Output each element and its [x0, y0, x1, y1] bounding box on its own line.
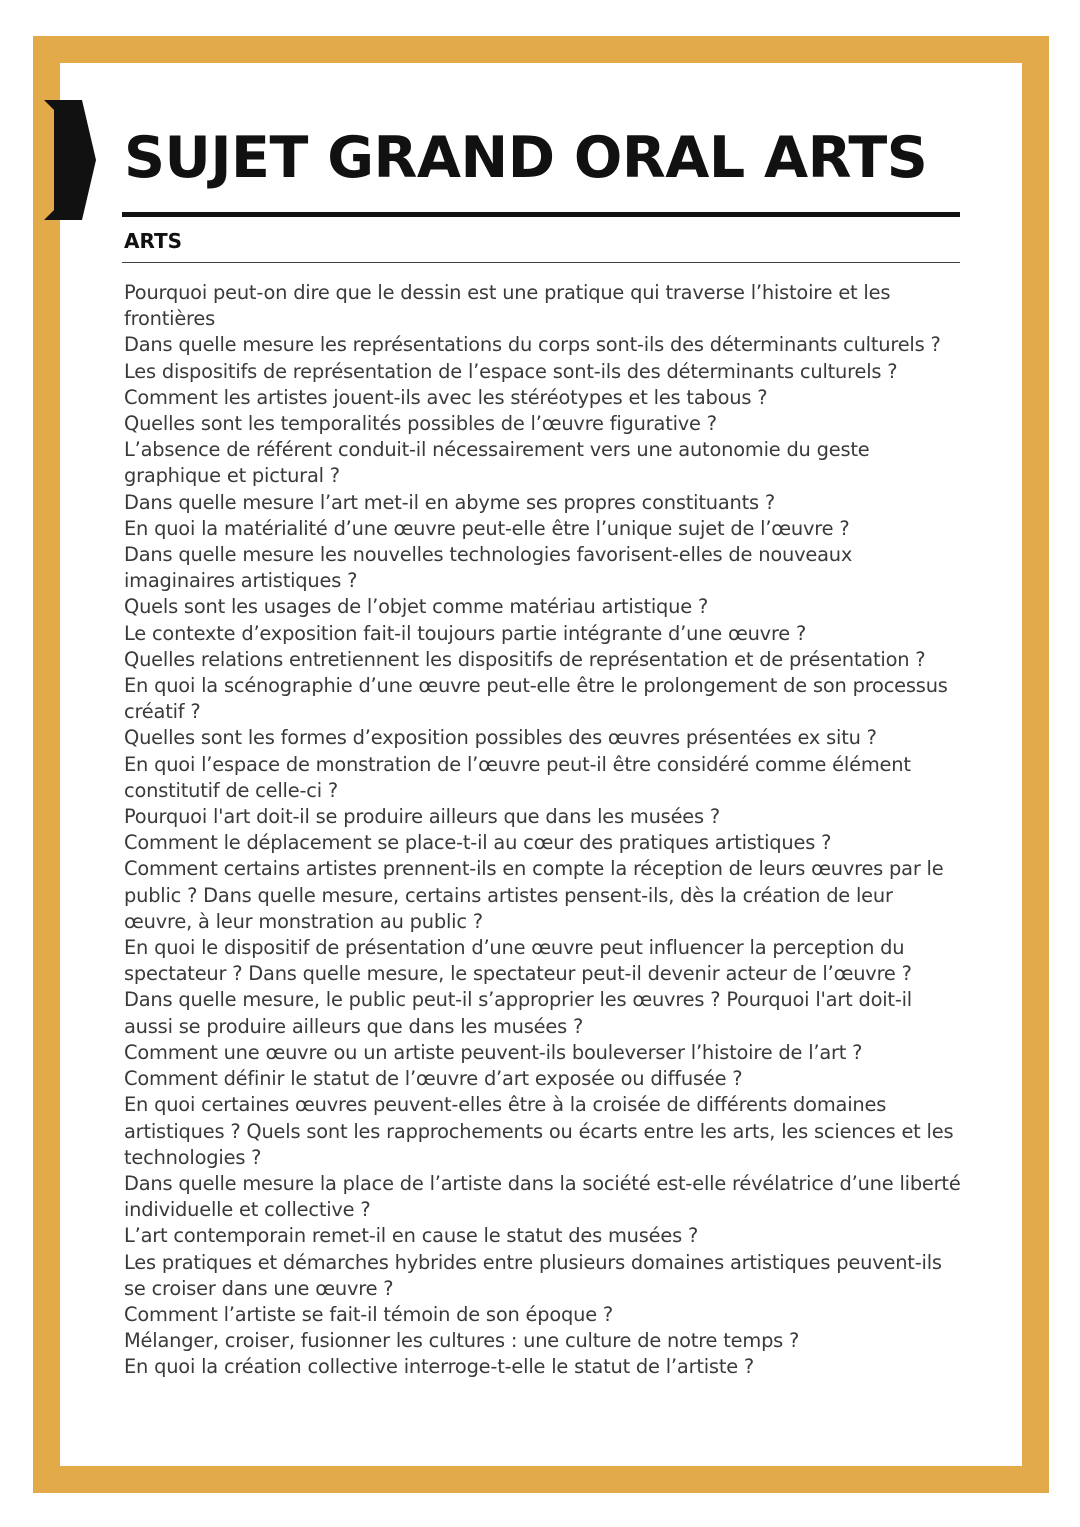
question-item: En quoi la scénographie d’une œuvre peut-elle être le prolongement de son processus créatif ? [124, 674, 948, 724]
section-divider [122, 262, 960, 263]
question-item: L’absence de référent conduit-il nécessairement vers une autonomie du geste graphique et pictural ? [124, 438, 870, 488]
question-item: Dans quelle mesure, le public peut-il s’approprier les œuvres ? Pourquoi l'art doit-il aussi se produire ailleurs que dans les musées ? [124, 988, 912, 1038]
question-item: Dans quelle mesure l’art met-il en abyme ses propres constituants ? [124, 490, 775, 514]
question-item: Quelles relations entretiennent les dispositifs de représentation et de présentation ? [124, 647, 926, 671]
question-item: Dans quelle mesure les représentations du corps sont-ils des déterminants culturels ? [124, 333, 941, 357]
question-item: Comment le déplacement se place-t-il au cœur des pratiques artistiques ? [124, 831, 832, 855]
question-item: Comment une œuvre ou un artiste peuvent-ils bouleverser l’histoire de l’art ? [124, 1040, 863, 1064]
question-item: Comment les artistes jouent-ils avec les stéréotypes et les tabous ? [124, 385, 768, 409]
question-item: Quels sont les usages de l’objet comme matériau artistique ? [124, 595, 709, 619]
question-item: Comment l’artiste se fait-il témoin de son époque ? [124, 1302, 614, 1326]
question-item: Mélanger, croiser, fusionner les cultures : une culture de notre temps ? [124, 1329, 800, 1353]
page-title: SUJET GRAND ORAL ARTS [124, 125, 928, 191]
question-item: Pourquoi l'art doit-il se produire ailleurs que dans les musées ? [124, 805, 720, 829]
section-heading: ARTS [124, 229, 183, 253]
question-list [124, 280, 964, 1381]
question-item: Pourquoi peut-on dire que le dessin est une pratique qui traverse l’histoire et les frontières [124, 281, 891, 331]
question-item: Comment définir le statut de l’œuvre d’art exposée ou diffusée ? [124, 1067, 743, 1091]
question-item: Les pratiques et démarches hybrides entre plusieurs domaines artistiques peuvent-ils se croiser dans une œuvre ? [124, 1250, 942, 1300]
question-item: En quoi la création collective interroge-t-elle le statut de l’artiste ? [124, 1355, 755, 1379]
question-item: Dans quelle mesure la place de l’artiste dans la société est-elle révélatrice d’une liberté individuelle et collective ? [124, 1171, 961, 1222]
question-item: En quoi la matérialité d’une œuvre peut-elle être l’unique sujet de l’œuvre ? [124, 516, 850, 540]
question-item: Les dispositifs de représentation de l’espace sont-ils des déterminants culturels ? [124, 359, 898, 383]
question-item: Dans quelle mesure les nouvelles technologies favorisent-elles de nouveaux imaginaires artistiques ? [124, 543, 853, 593]
black-tab-marker [44, 100, 96, 220]
question-item: Quelles sont les formes d’exposition possibles des œuvres présentées ex situ ? [124, 726, 877, 750]
title-divider [122, 212, 960, 217]
question-item: En quoi l’espace de monstration de l’œuvre peut-il être considéré comme élément constitutif de celle-ci ? [124, 752, 911, 802]
question-item: Quelles sont les temporalités possibles de l’œuvre figurative ? [124, 412, 717, 436]
question-item: L’art contemporain remet-il en cause le statut des musées ? [124, 1224, 699, 1248]
question-item: Comment certains artistes prennent-ils en compte la réception de leurs œuvres par le public ? Dans quelle mesure, certains artistes pensent-ils, dès la création de leur œuvre, à leur monstration au public ? [124, 857, 944, 933]
question-item: En quoi certaines œuvres peuvent-elles être à la croisée de différents domaines artistiques ? Quels sont les rapprochements ou écarts entre les arts, les sciences et les technologies ? [124, 1093, 954, 1169]
question-item: En quoi le dispositif de présentation d’une œuvre peut influencer la perception du spectateur ? Dans quelle mesure, le spectateur peut-il devenir acteur de l’œuvre ? [124, 936, 912, 986]
question-item: Le contexte d’exposition fait-il toujours partie intégrante d’une œuvre ? [124, 621, 807, 645]
